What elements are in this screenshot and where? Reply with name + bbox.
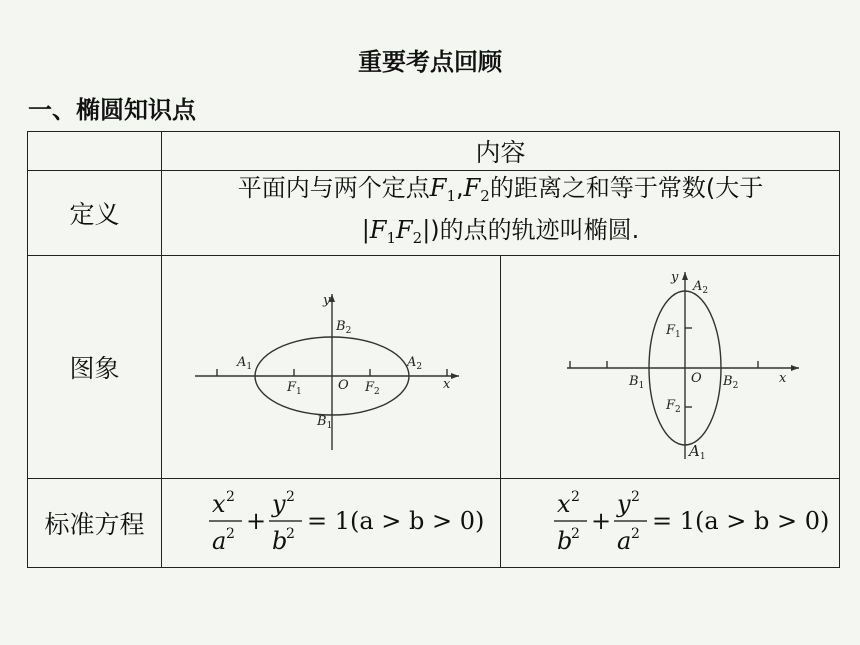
v-f1-label: $F_1$ [666,323,681,340]
eq2-den1-exp: 2 [571,526,580,542]
eq2-den2-exp: 2 [631,526,640,542]
eq1-num1-exp: 2 [226,489,235,505]
v-b1-label: $B_1$ [629,374,645,391]
h-x-arrow [451,373,459,379]
h-f2-label: $F_2$ [365,380,380,397]
h-f1-label: $F_1$ [287,380,302,397]
definition-cell [162,171,840,256]
eq1-num1: x [212,490,226,518]
definition-text-part2: 的距离之和等于常数(大于 [489,174,764,202]
eq1-num2: y [272,490,286,518]
definition-text-part3: )的点的轨迹叫椭圆. [430,216,640,244]
section-heading: 一、椭圆知识点 [28,96,196,124]
eq2-num1-exp: 2 [571,489,580,505]
h-a2-label: $A_2$ [407,355,423,372]
v-origin-label: O [691,371,702,386]
horizontal-ellipse-graph [162,256,501,474]
h-a1-label: $A_1$ [237,355,253,372]
ellipse-table [27,131,840,568]
horizontal-equation [162,479,501,563]
table-header-row [28,132,840,171]
graph-row [28,256,840,479]
definition-label: 定义 [28,171,162,256]
v-y-arrow [682,272,688,280]
definition-text: 平面内与两个定点$F_1,F_2$的距离之和等于常数(大于 $|F_1F_2|$)的点的轨迹叫椭圆. [237,174,764,247]
table-corner-cell [28,132,162,171]
graph-horizontal-cell [162,256,501,479]
h-x-axis-label: x [443,377,451,392]
h-origin-label: O [338,378,349,393]
eq1-den2-exp: 2 [286,526,295,542]
v-b2-label: $B_2$ [723,374,739,391]
focal-distance-label: $|F_1F_2|$ [361,216,431,247]
eq1-num2-exp: 2 [286,489,295,505]
page-title: 重要考点回顾 [358,48,502,76]
eq2-den2: a [617,527,632,555]
v-a1-label: $A_1$ [689,442,706,462]
v-y-axis-label: y [671,270,679,285]
eq2-plus: + [591,507,612,535]
focus-f1-label: $F_1$ [429,174,456,205]
definition-row [28,171,840,256]
eq1-den1: a [212,527,227,555]
eq2-num2-exp: 2 [631,489,640,505]
v-x-axis-label: x [779,371,787,386]
definition-text-part1: 平面内与两个定点 [237,174,430,202]
h-b2-label: $B_2$ [336,319,352,336]
graph-vertical-cell [501,256,840,479]
equation-label: 标准方程 [28,479,162,568]
eq2-rhs: = 1(a > b > 0) [652,507,830,535]
v-a2-label: $A_2$ [693,279,709,296]
eq1-plus: + [246,507,267,535]
eq2-den1: b [557,527,573,555]
vertical-ellipse-graph [501,256,840,474]
focus-f2-label: $F_2$ [463,174,490,205]
eq1-den1-exp: 2 [226,526,235,542]
equation-horizontal-cell [162,479,501,568]
v-x-arrow [791,365,799,371]
equation-vertical-cell [501,479,840,568]
graph-label: 图象 [28,256,162,479]
eq2-num1: x [557,490,571,518]
eq1-rhs: = 1(a > b > 0) [307,507,485,535]
h-y-axis-label: y [323,293,331,308]
v-f2-label: $F_2$ [666,398,681,415]
vertical-equation [501,479,840,563]
content-header: 内容 [162,132,840,171]
eq2-num2: y [617,490,631,518]
eq1-den2: b [272,527,288,555]
equation-row [28,479,840,568]
h-b1-label: $B_1$ [317,414,333,431]
